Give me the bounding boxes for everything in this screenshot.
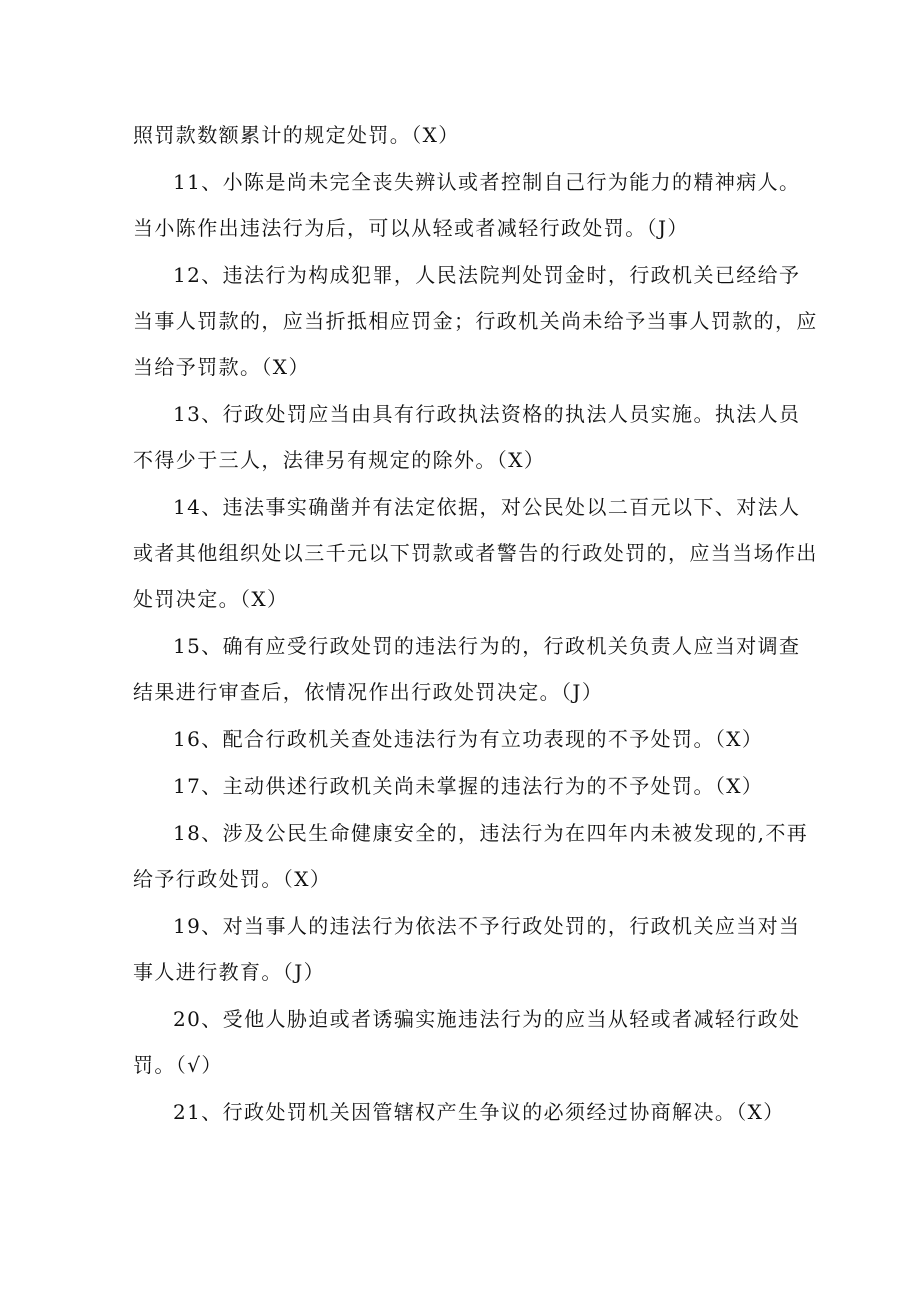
question-21: 21、行政处罚机关因管辖权产生争议的必须经过协商解决。（X） <box>173 1100 785 1124</box>
question-16: 16、配合行政机关查处违法行为有立功表现的不予处罚。（X） <box>173 727 764 751</box>
question-18: 18、涉及公民生命健康安全的，违法行为在四年内未被发现的,不再给予行政处罚。（X） <box>133 821 809 891</box>
question-15: 15、确有应受行政处罚的违法行为的，行政机关负责人应当对调查结果进行审查后，依情况作出行政处罚决定。（J） <box>133 634 801 704</box>
question-19: 19、对当事人的违法行为依法不予行政处罚的，行政机关应当对当事人进行教育。（J） <box>133 914 801 984</box>
question-13: 13、行政处罚应当由具有行政执法资格的执法人员实施。执法人员不得少于三人，法律另有规定的除外。（X） <box>133 402 801 472</box>
question-12: 12、违法行为构成犯罪，人民法院判处罚金时，行政机关已经给予当事人罚款的，应当折抵相应罚金；行政机关尚未给予当事人罚款的，应当给予罚款。（X） <box>133 263 818 379</box>
question-17: 17、主动供述行政机关尚未掌握的违法行为的不予处罚。（X） <box>173 774 764 798</box>
question-14: 14、违法事实确凿并有法定依据，对公民处以二百元以下、对法人或者其他组织处以三千元以下罚款或者警告的行政处罚的，应当当场作出处罚决定。（X） <box>133 495 818 611</box>
question-20: 20、受他人胁迫或者诱骗实施违法行为的应当从轻或者减轻行政处罚。（√） <box>133 1007 801 1077</box>
paragraph-continuation: 照罚款数额累计的规定处罚。（X） <box>133 123 460 147</box>
question-11: 11、小陈是尚未完全丧失辨认或者控制自己行为能力的精神病人。当小陈作出违法行为后，可以从轻或者减轻行政处罚。（J） <box>133 170 801 240</box>
